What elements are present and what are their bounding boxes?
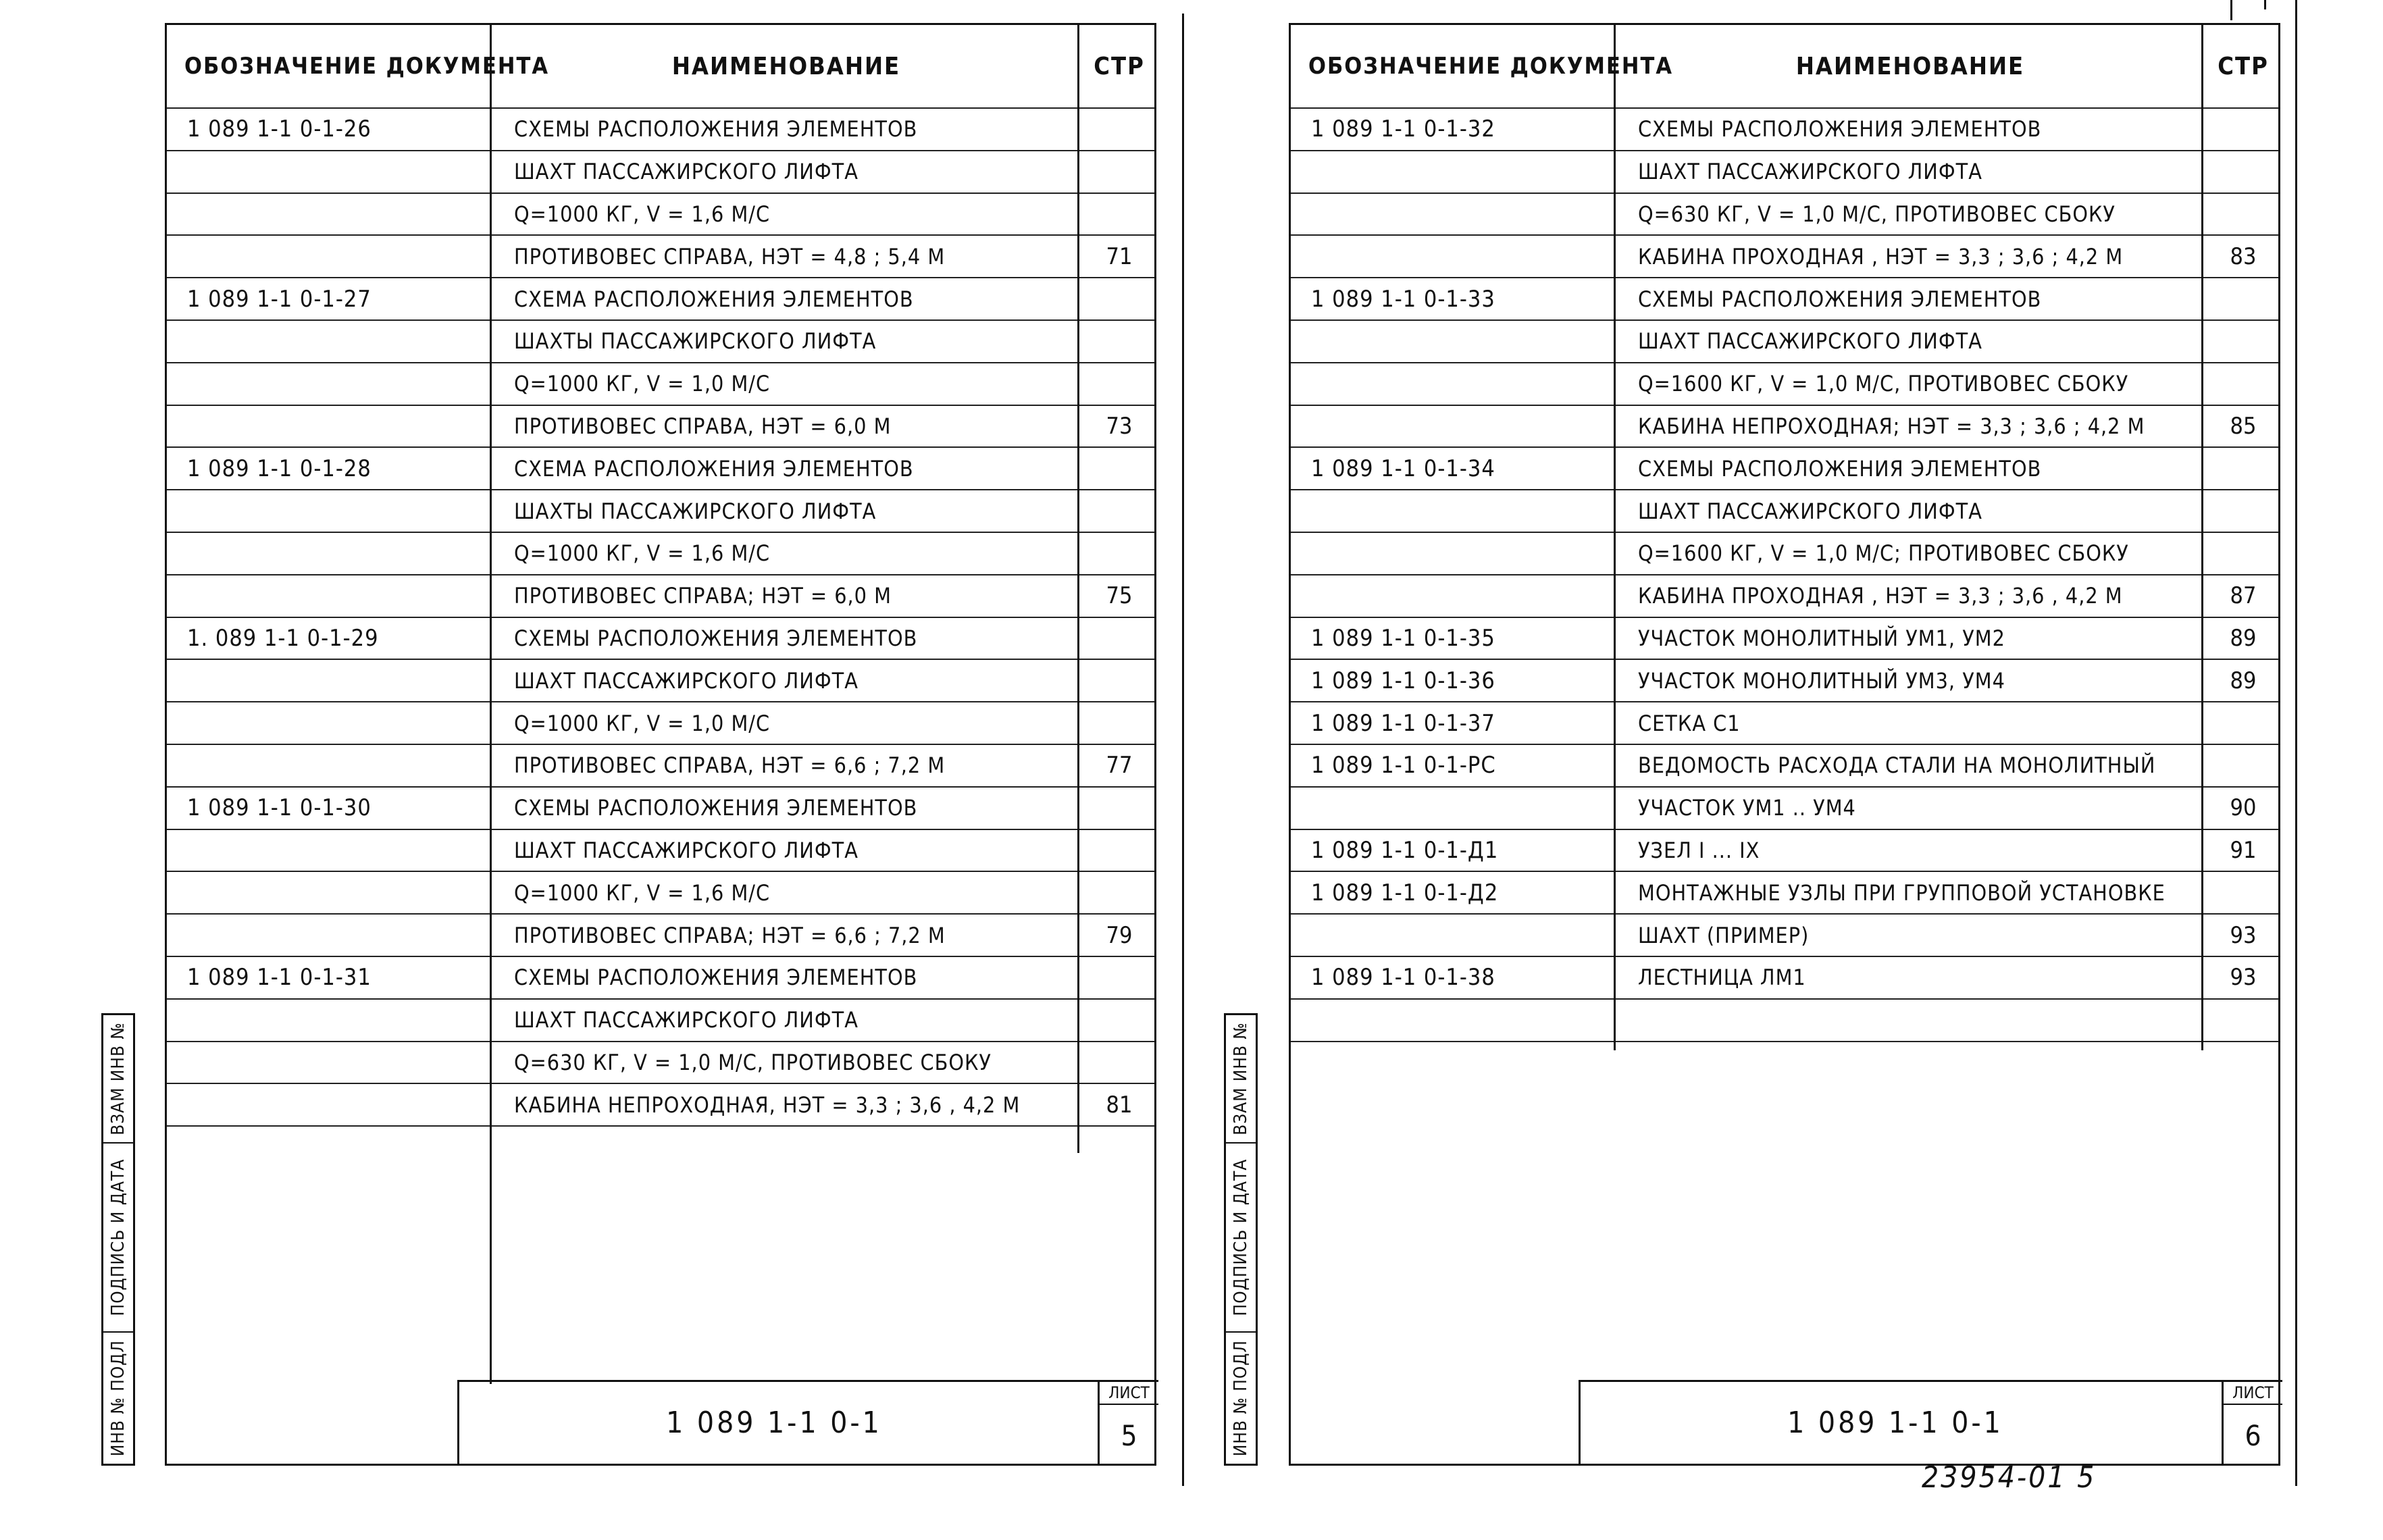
doc-code-cell: 1 089 1-1 0-1-27 bbox=[187, 285, 371, 313]
table-row bbox=[1291, 575, 2278, 618]
doc-code-cell bbox=[167, 194, 492, 235]
doc-name-cell: ШАХТЫ ПАССАЖИРСКОГО ЛИФТА bbox=[514, 498, 877, 524]
doc-code-cell bbox=[1291, 788, 1616, 829]
page-number-cell bbox=[2204, 533, 2282, 574]
doc-name-cell: ВЕДОМОСТЬ РАСХОДА СТАЛИ НА МОНОЛИТНЫЙ bbox=[1638, 752, 2156, 779]
doc-code-cell bbox=[1291, 194, 1616, 235]
doc-code-cell: 1 089 1-1 0-1-Д2 bbox=[1311, 879, 1499, 906]
side-label: ПОДПИСЬ И ДАТА bbox=[108, 1158, 128, 1316]
doc-code-cell: 1 089 1-1 0-1-35 bbox=[1311, 624, 1495, 652]
page-number-cell bbox=[1080, 321, 1158, 362]
doc-name-cell: ШАХТ ПАССАЖИРСКОГО ЛИФТА bbox=[514, 1007, 859, 1033]
table-row bbox=[1291, 448, 2278, 490]
table-row bbox=[167, 533, 1154, 575]
table-row bbox=[1291, 406, 2278, 448]
table-row bbox=[1291, 957, 2278, 1000]
sheet-number-box bbox=[1098, 1382, 1158, 1464]
page-number-cell bbox=[1080, 618, 1158, 659]
page-number-cell bbox=[2204, 448, 2282, 489]
doc-name-cell: Q=1000 КГ, V = 1,0 М/С bbox=[514, 371, 771, 397]
doc-name-cell: Q=1000 КГ, V = 1,6 М/С bbox=[514, 201, 771, 227]
table-row bbox=[167, 618, 1154, 661]
doc-name-cell: ПРОТИВОВЕС СПРАВА; HЭТ = 6,0 М bbox=[514, 583, 892, 609]
doc-code-cell bbox=[167, 236, 492, 277]
table-row bbox=[1291, 236, 2278, 278]
page-number-cell bbox=[1080, 278, 1158, 319]
doc-code-cell bbox=[1291, 363, 1616, 405]
side-approval-strip bbox=[101, 1013, 135, 1466]
doc-code-cell bbox=[1291, 406, 1616, 447]
doc-code-cell bbox=[1291, 1000, 1616, 1041]
doc-code-cell bbox=[1291, 915, 1616, 956]
table-row bbox=[167, 702, 1154, 745]
table-row bbox=[167, 278, 1154, 321]
table-row bbox=[1291, 194, 2278, 236]
doc-name-cell: Q=1000 КГ, V = 1,6 М/С bbox=[514, 879, 771, 906]
sheet-number: 5 bbox=[1121, 1418, 1137, 1452]
sheet-label: ЛИСТ bbox=[2224, 1382, 2282, 1405]
table-row bbox=[167, 236, 1154, 278]
doc-code-cell bbox=[167, 490, 492, 532]
doc-name-cell: ЛЕСТНИЦА ЛМ1 bbox=[1638, 965, 1806, 991]
sheet-label: ЛИСТ bbox=[1100, 1382, 1158, 1405]
table-row bbox=[1291, 533, 2278, 575]
doc-name-cell: ШАХТ ПАССАЖИРСКОГО ЛИФТА bbox=[514, 667, 859, 694]
table-row bbox=[167, 151, 1154, 194]
table-row bbox=[1291, 915, 2278, 957]
table-row bbox=[1291, 745, 2278, 788]
doc-code-cell bbox=[167, 1000, 492, 1041]
page-number-cell bbox=[1080, 872, 1158, 913]
doc-code-cell bbox=[167, 363, 492, 405]
doc-code-cell bbox=[167, 915, 492, 956]
doc-name-cell: ПРОТИВОВЕС СПРАВА, HЭТ = 4,8 ; 5,4 М bbox=[514, 243, 946, 270]
page-number-cell bbox=[1080, 151, 1158, 192]
table-row bbox=[167, 660, 1154, 702]
doc-name-cell: ШАХТ ПАССАЖИРСКОГО ЛИФТА bbox=[1638, 498, 1982, 524]
doc-code-cell bbox=[167, 151, 492, 192]
doc-code-cell: 1 089 1-1 0-1-38 bbox=[1311, 964, 1495, 992]
doc-name-cell: Q=630 КГ, V = 1,0 М/С, ПРОТИВОВЕС СБОКУ bbox=[1638, 201, 2116, 227]
header-name: НАИМЕНОВАНИЕ bbox=[671, 52, 901, 80]
side-label: ВЗАМ ИНВ № bbox=[1231, 1022, 1251, 1135]
page-number-cell bbox=[2204, 363, 2282, 405]
corner-mark bbox=[2264, 0, 2266, 9]
page-number-cell: 90 bbox=[2230, 794, 2257, 822]
table-row bbox=[167, 957, 1154, 1000]
corner-mark bbox=[2230, 0, 2232, 20]
side-approval-strip bbox=[1224, 1013, 1258, 1466]
doc-name-cell: УЧАСТОК МОНОЛИТНЫЙ УМ1, УМ2 bbox=[1638, 625, 2005, 651]
side-label: ИНВ № ПОДЛ bbox=[108, 1339, 128, 1457]
table-row bbox=[167, 1084, 1154, 1127]
table-row bbox=[167, 915, 1154, 957]
header-page: СТР bbox=[2218, 52, 2269, 80]
table-header bbox=[1291, 25, 2278, 109]
doc-name-cell: КАБИНА ПРОХОДНАЯ , HЭТ = 3,3 ; 3,6 , 4,2 М bbox=[1638, 583, 2123, 609]
doc-name-cell: УЗЕЛ I ... IX bbox=[1638, 837, 1760, 863]
doc-code-cell bbox=[167, 702, 492, 744]
table-row bbox=[1291, 872, 2278, 915]
doc-name-cell: ШАХТЫ ПАССАЖИРСКОГО ЛИФТА bbox=[514, 328, 877, 355]
doc-name-cell: ШАХТ (ПРИМЕР) bbox=[1638, 922, 1810, 948]
doc-name-cell: СХЕМА РАСПОЛОЖЕНИЯ ЭЛЕМЕНТОВ bbox=[514, 286, 914, 312]
doc-code-cell: 1 089 1-1 0-1-Д1 bbox=[1311, 836, 1499, 864]
table-row bbox=[1291, 278, 2278, 321]
page-number-cell: 83 bbox=[2230, 242, 2257, 270]
doc-code-cell: 1 089 1-1 0-1-36 bbox=[1311, 667, 1495, 694]
doc-name-cell: СХЕМЫ РАСПОЛОЖЕНИЯ ЭЛЕМЕНТОВ bbox=[1638, 286, 2042, 312]
page-number-cell: 87 bbox=[2230, 582, 2257, 610]
side-segment bbox=[1226, 1144, 1256, 1333]
table-row bbox=[167, 1000, 1154, 1042]
doc-code-cell bbox=[167, 872, 492, 913]
table-row bbox=[1291, 660, 2278, 702]
page-number-cell: 91 bbox=[2230, 836, 2257, 864]
page-number-cell bbox=[2204, 109, 2282, 150]
page-number-cell bbox=[2204, 872, 2282, 913]
doc-name-cell: ШАХТ ПАССАЖИРСКОГО ЛИФТА bbox=[514, 837, 859, 863]
doc-code-cell: 1 089 1-1 0-1-34 bbox=[1311, 455, 1495, 482]
doc-code-cell bbox=[1291, 236, 1616, 277]
doc-code-cell: 1 089 1-1 0-1-32 bbox=[1311, 116, 1495, 143]
doc-name-cell: КАБИНА НЕПРОХОДНАЯ; HЭТ = 3,3 ; 3,6 ; 4,2 М bbox=[1638, 413, 2145, 439]
doc-name-cell: ШАХТ ПАССАЖИРСКОГО ЛИФТА bbox=[1638, 328, 1982, 355]
doc-name-cell: КАБИНА НЕПРОХОДНАЯ, HЭТ = 3,3 ; 3,6 , 4,2 М bbox=[514, 1092, 1021, 1118]
doc-name-cell: Q=1600 КГ, V = 1,0 М/С, ПРОТИВОВЕС СБОКУ bbox=[1638, 371, 2129, 397]
title-block bbox=[457, 1380, 1158, 1464]
doc-code-cell bbox=[1291, 321, 1616, 362]
header-name: НАИМЕНОВАНИЕ bbox=[1795, 52, 2025, 80]
page-number-cell: 73 bbox=[1106, 412, 1133, 440]
doc-code-cell bbox=[167, 533, 492, 574]
table-row bbox=[167, 490, 1154, 533]
doc-name-cell: СХЕМЫ РАСПОЛОЖЕНИЯ ЭЛЕМЕНТОВ bbox=[514, 795, 918, 821]
doc-name-cell: СХЕМЫ РАСПОЛОЖЕНИЯ ЭЛЕМЕНТОВ bbox=[1638, 455, 2042, 482]
doc-name-cell: СЕТКА С1 bbox=[1638, 710, 1741, 736]
doc-code-cell bbox=[167, 321, 492, 362]
doc-name-cell bbox=[1616, 1000, 2204, 1041]
table-header bbox=[167, 25, 1154, 109]
page-number-cell: 81 bbox=[1106, 1091, 1133, 1119]
doc-name-cell: УЧАСТОК МОНОЛИТНЫЙ УМ3, УМ4 bbox=[1638, 667, 2005, 694]
side-segment bbox=[1226, 1333, 1256, 1464]
page-number-cell bbox=[1080, 1000, 1158, 1041]
page-number-cell bbox=[1080, 702, 1158, 744]
page-number-cell: 93 bbox=[2230, 921, 2257, 949]
page-number-cell bbox=[1080, 660, 1158, 701]
table-row bbox=[167, 363, 1154, 406]
table-row bbox=[167, 109, 1154, 151]
doc-name-cell: ПРОТИВОВЕС СПРАВА, HЭТ = 6,6 ; 7,2 М bbox=[514, 752, 946, 779]
table-row bbox=[167, 788, 1154, 830]
column-divider bbox=[2201, 25, 2203, 1050]
doc-name-cell: УЧАСТОК УМ1 .. УМ4 bbox=[1638, 795, 1856, 821]
table-row bbox=[167, 830, 1154, 873]
page-number-cell: 93 bbox=[2230, 964, 2257, 992]
sheet-number: 6 bbox=[2245, 1418, 2261, 1452]
doc-code-cell: 1 089 1-1 0-1-РС bbox=[1311, 752, 1496, 779]
doc-code-cell: 1 089 1-1 0-1-31 bbox=[187, 964, 371, 992]
side-label: ИНВ № ПОДЛ bbox=[1231, 1339, 1251, 1457]
doc-name-cell: Q=1600 КГ, V = 1,0 М/С; ПРОТИВОВЕС СБОКУ bbox=[1638, 540, 2129, 567]
table-row bbox=[1291, 321, 2278, 363]
table-row bbox=[1291, 151, 2278, 194]
side-segment bbox=[103, 1144, 133, 1333]
table-row bbox=[1291, 490, 2278, 533]
doc-code-cell bbox=[167, 575, 492, 617]
doc-name-cell: ШАХТ ПАССАЖИРСКОГО ЛИФТА bbox=[514, 159, 859, 185]
column-divider bbox=[490, 25, 492, 1384]
doc-code-cell bbox=[167, 406, 492, 447]
doc-code-cell: 1 089 1-1 0-1-37 bbox=[1311, 709, 1495, 737]
page-number-cell bbox=[1080, 109, 1158, 150]
page-number-cell: 85 bbox=[2230, 412, 2257, 440]
header-code: ОБОЗНАЧЕНИЕ ДОКУМЕНТА bbox=[1308, 53, 1673, 80]
doc-code-cell bbox=[167, 1042, 492, 1083]
doc-name-cell: СХЕМЫ РАСПОЛОЖЕНИЯ ЭЛЕМЕНТОВ bbox=[514, 965, 918, 991]
doc-name-cell: СХЕМЫ РАСПОЛОЖЕНИЯ ЭЛЕМЕНТОВ bbox=[514, 625, 918, 651]
page-number-cell bbox=[1080, 194, 1158, 235]
doc-name-cell: Q=1000 КГ, V = 1,6 М/С bbox=[514, 540, 771, 567]
title-block-code: 1 089 1-1 0-1 bbox=[1787, 1406, 2003, 1440]
doc-name-cell: Q=630 КГ, V = 1,0 М/С, ПРОТИВОВЕС СБОКУ bbox=[514, 1049, 992, 1075]
side-segment bbox=[103, 1333, 133, 1464]
doc-code-cell bbox=[1291, 490, 1616, 532]
doc-name-cell: КАБИНА ПРОХОДНАЯ , HЭТ = 3,3 ; 3,6 ; 4,2 М bbox=[1638, 243, 2124, 270]
doc-name-cell: ПРОТИВОВЕС СПРАВА, HЭТ = 6,0 М bbox=[514, 413, 892, 439]
table-row bbox=[167, 406, 1154, 448]
doc-name-cell: МОНТАЖНЫЕ УЗЛЫ ПРИ ГРУППОВОЙ УСТАНОВКЕ bbox=[1638, 879, 2166, 906]
side-label: ПОДПИСЬ И ДАТА bbox=[1231, 1158, 1251, 1316]
page-number-cell bbox=[1080, 490, 1158, 532]
doc-code-cell bbox=[167, 1084, 492, 1125]
page-number-cell: 75 bbox=[1106, 582, 1133, 610]
page-number-cell bbox=[1080, 788, 1158, 829]
doc-code-cell: 1 089 1-1 0-1-28 bbox=[187, 455, 371, 482]
page-number-cell bbox=[1080, 957, 1158, 998]
page-number-cell bbox=[1080, 448, 1158, 489]
page-number-cell bbox=[2204, 278, 2282, 319]
column-divider bbox=[1077, 25, 1079, 1153]
table-row bbox=[167, 321, 1154, 363]
table-row bbox=[1291, 702, 2278, 745]
page-number-cell bbox=[2204, 490, 2282, 532]
title-block-code: 1 089 1-1 0-1 bbox=[666, 1406, 882, 1440]
sheet-number-box bbox=[2222, 1382, 2282, 1464]
page-divider bbox=[1182, 14, 1184, 1486]
table-row bbox=[1291, 109, 2278, 151]
doc-code-cell: 1 089 1-1 0-1-30 bbox=[187, 794, 371, 822]
doc-code-cell: 1. 089 1-1 0-1-29 bbox=[187, 624, 379, 652]
page-number-cell: 89 bbox=[2230, 624, 2257, 652]
sheet-right bbox=[1289, 23, 2280, 1466]
page-number-cell bbox=[2204, 151, 2282, 192]
page-number-cell: 79 bbox=[1106, 921, 1133, 949]
table-row bbox=[167, 872, 1154, 915]
page-number-cell bbox=[2204, 1000, 2282, 1041]
header-page: СТР bbox=[1094, 52, 1145, 80]
table-row bbox=[1291, 1000, 2278, 1042]
doc-code-cell bbox=[1291, 533, 1616, 574]
page-number-cell: 71 bbox=[1106, 242, 1133, 270]
archive-number: 23954-01 5 bbox=[1922, 1460, 2097, 1495]
doc-name-cell: СХЕМА РАСПОЛОЖЕНИЯ ЭЛЕМЕНТОВ bbox=[514, 455, 914, 482]
page-number-cell bbox=[1080, 1042, 1158, 1083]
doc-name-cell: ШАХТ ПАССАЖИРСКОГО ЛИФТА bbox=[1638, 159, 1982, 185]
table-row bbox=[1291, 788, 2278, 830]
doc-name-cell: СХЕМЫ РАСПОЛОЖЕНИЯ ЭЛЕМЕНТОВ bbox=[1638, 116, 2042, 143]
doc-name-cell: Q=1000 КГ, V = 1,0 М/С bbox=[514, 710, 771, 736]
page-number-cell bbox=[2204, 321, 2282, 362]
page-number-cell bbox=[1080, 363, 1158, 405]
doc-code-cell: 1 089 1-1 0-1-33 bbox=[1311, 285, 1495, 313]
doc-code-cell: 1 089 1-1 0-1-26 bbox=[187, 116, 371, 143]
doc-code-cell bbox=[167, 745, 492, 786]
table-row bbox=[167, 575, 1154, 618]
page-number-cell bbox=[2204, 745, 2282, 786]
page-number-cell bbox=[1080, 830, 1158, 871]
side-label: ВЗАМ ИНВ № bbox=[108, 1022, 128, 1135]
doc-code-cell bbox=[1291, 575, 1616, 617]
header-code: ОБОЗНАЧЕНИЕ ДОКУМЕНТА bbox=[184, 53, 549, 80]
page-number-cell: 77 bbox=[1106, 752, 1133, 779]
page-number-cell: 89 bbox=[2230, 667, 2257, 694]
doc-name-cell: ПРОТИВОВЕС СПРАВА; HЭТ = 6,6 ; 7,2 М bbox=[514, 922, 946, 948]
doc-code-cell bbox=[167, 660, 492, 701]
side-segment bbox=[103, 1015, 133, 1144]
page-number-cell bbox=[2204, 194, 2282, 235]
page-number-cell bbox=[1080, 533, 1158, 574]
table-row bbox=[167, 1042, 1154, 1085]
column-divider bbox=[1614, 25, 1616, 1050]
page-number-cell bbox=[2204, 702, 2282, 744]
doc-name-cell: СХЕМЫ РАСПОЛОЖЕНИЯ ЭЛЕМЕНТОВ bbox=[514, 116, 918, 143]
table-row bbox=[1291, 363, 2278, 406]
doc-code-cell bbox=[1291, 151, 1616, 192]
table-row bbox=[167, 745, 1154, 788]
title-block bbox=[1579, 1380, 2282, 1464]
table-row bbox=[167, 448, 1154, 490]
page-edge-line bbox=[2295, 0, 2297, 1486]
doc-code-cell bbox=[167, 830, 492, 871]
table-row bbox=[1291, 830, 2278, 873]
sheet-left bbox=[165, 23, 1156, 1466]
table-row bbox=[167, 194, 1154, 236]
table-row bbox=[1291, 618, 2278, 661]
side-segment bbox=[1226, 1015, 1256, 1144]
